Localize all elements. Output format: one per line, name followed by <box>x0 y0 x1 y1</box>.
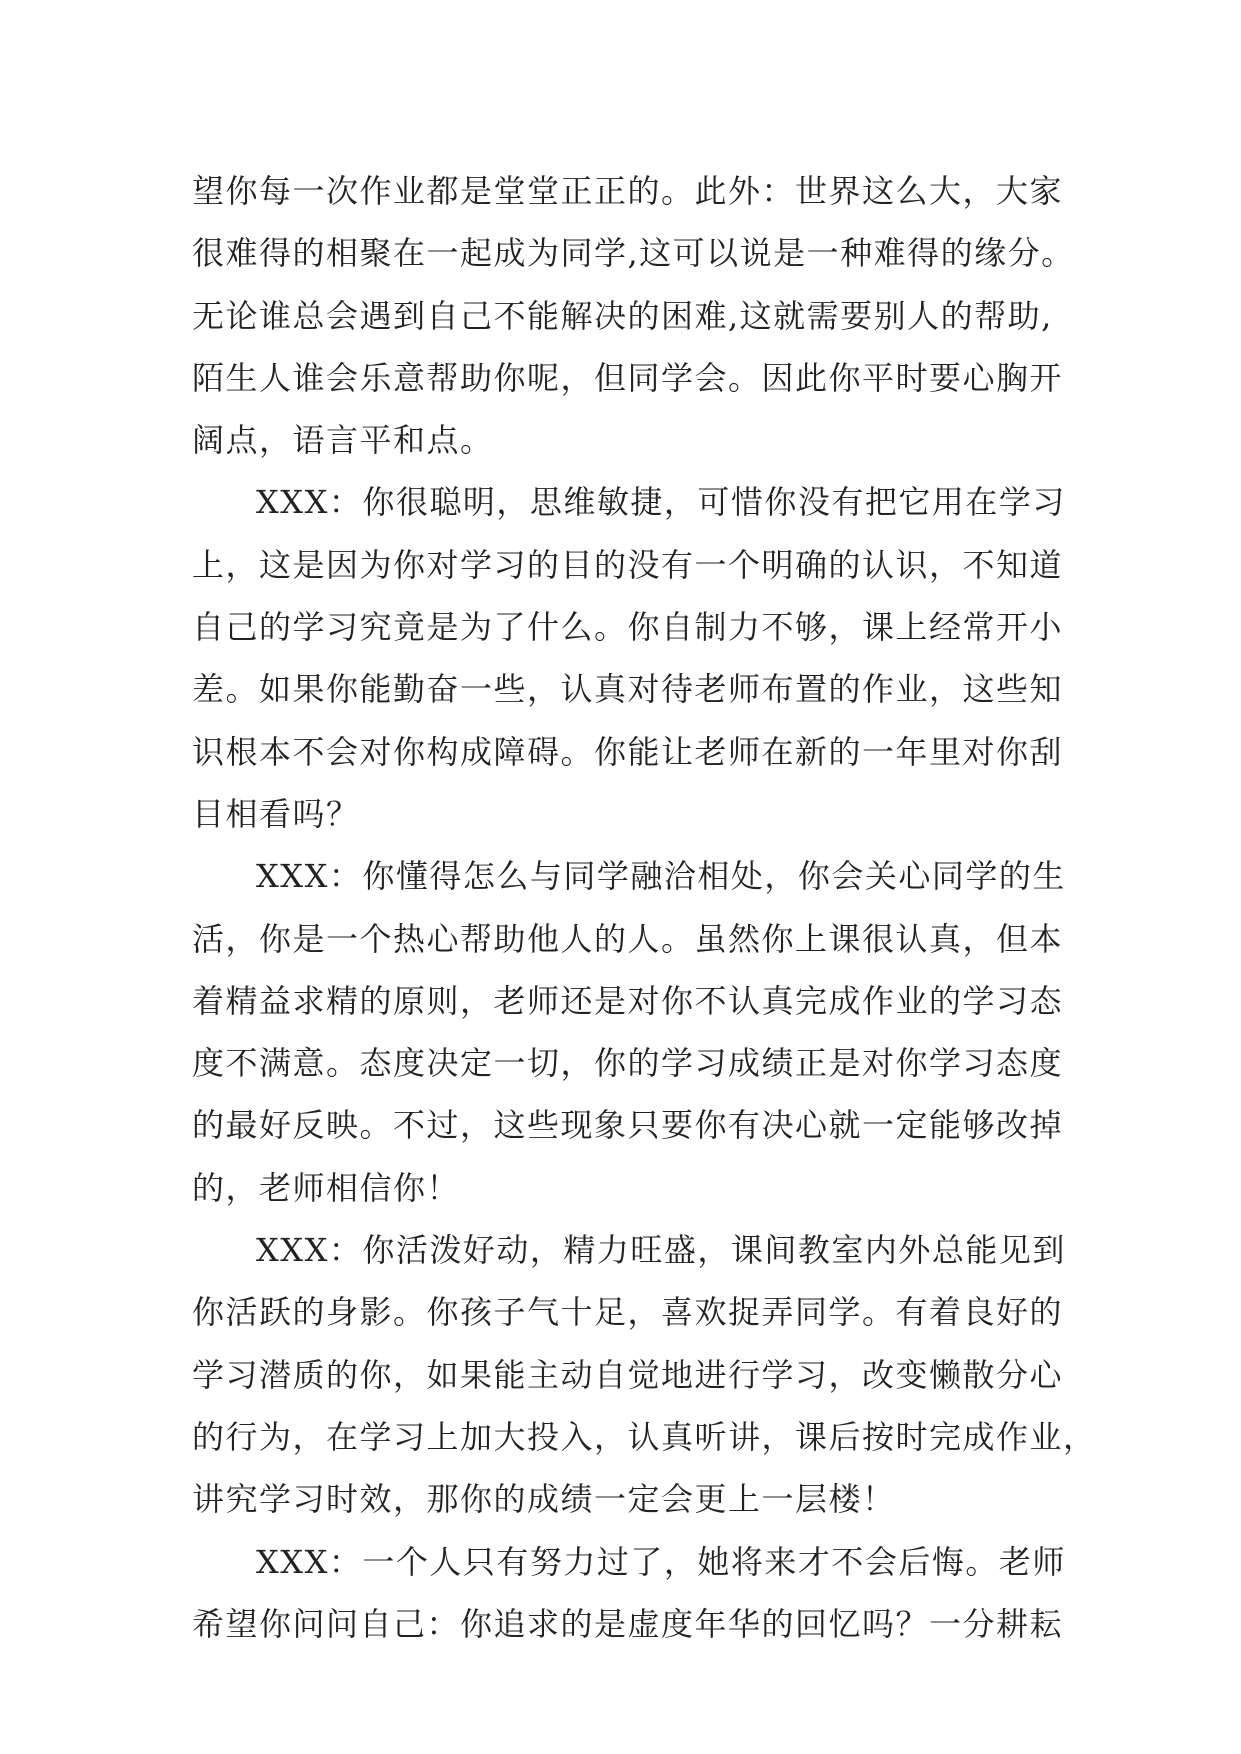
text-line: 你活跃的身影。你孩子气十足，喜欢捉弄同学。有着良好的 <box>192 1293 1064 1332</box>
text-line: 讲究学习时效，那你的成绩一定会更上一层楼！ <box>192 1480 896 1519</box>
text-line: 学习潜质的你，如果能主动自觉地进行学习，改变懒散分心 <box>192 1355 1064 1394</box>
text-line: 自己的学习究竟是为了什么。你自制力不够，课上经常开小 <box>192 608 1064 647</box>
text-line: 陌生人谁会乐意帮助你呢，但同学会。因此你平时要心胸开 <box>192 358 1064 397</box>
text-line: 望你每一次作业都是堂堂正正的。此外：世界这么大，大家 <box>192 172 1064 210</box>
text-line: 识根本不会对你构成障碍。你能让老师在新的一年里对你刮 <box>192 732 1064 771</box>
text-line: 着精益求精的原则，老师还是对你不认真完成作业的学习态 <box>192 981 1064 1020</box>
paragraph-start-line: XXX：你活泼好动，精力旺盛，课间教室内外总能见到 <box>256 1231 1066 1270</box>
text-line: 的行为，在学习上加大投入，认真听讲，课后按时完成作业， <box>192 1417 1097 1456</box>
paragraph-start-line: XXX：你懂得怎么与同学融洽相处，你会关心同学的生 <box>256 857 1066 896</box>
text-line: 无论谁总会遇到自己不能解决的困难,这就需要别人的帮助, <box>192 296 1053 335</box>
text-line: 很难得的相聚在一起成为同学,这可以说是一种难得的缘分。 <box>192 234 1075 273</box>
paragraph-start-line: XXX：你很聪明，思维敏捷，可惜你没有把它用在学习 <box>256 483 1066 522</box>
text-line: 的最好反映。不过，这些现象只要你有决心就一定能够改掉 <box>192 1106 1064 1145</box>
text-line: 度不满意。态度决定一切，你的学习成绩正是对你学习态度 <box>192 1044 1064 1083</box>
text-line: 阔点，语言平和点。 <box>192 421 494 460</box>
text-line: 上，这是因为你对学习的目的没有一个明确的认识，不知道 <box>192 545 1064 584</box>
text-line: 目相看吗？ <box>192 794 360 833</box>
text-line: 活，你是一个热心帮助他人的人。虽然你上课很认真，但本 <box>192 919 1064 958</box>
document-body <box>192 160 1097 1655</box>
paragraph-start-line: XXX：一个人只有努力过了，她将来才不会后悔。老师 <box>256 1542 1066 1581</box>
text-line: 的，老师相信你！ <box>192 1168 461 1207</box>
text-line: 希望你问问自己：你追求的是虚度年华的回忆吗？一分耕耘 <box>192 1604 1064 1643</box>
text-line: 差。如果你能勤奋一些，认真对待老师布置的作业，这些知 <box>192 670 1064 709</box>
